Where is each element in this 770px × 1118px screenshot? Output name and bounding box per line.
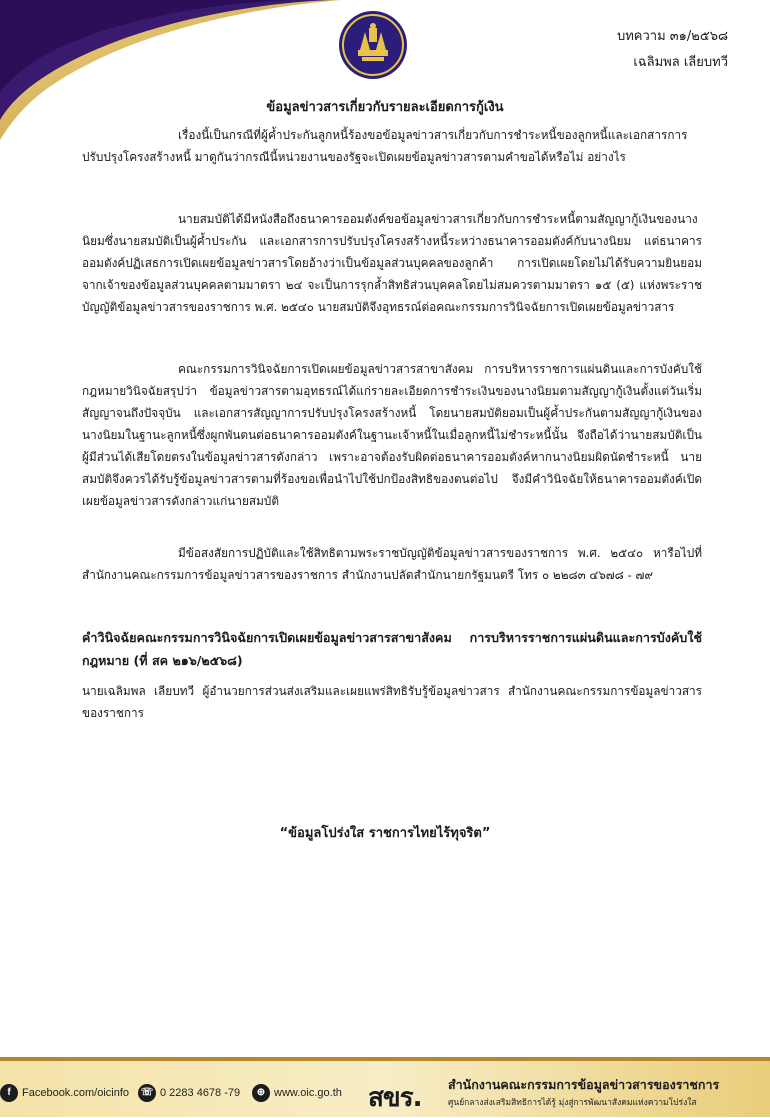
- paragraph-intro-text: เรื่องนี้เป็นกรณีที่ผู้ค้ำประกันลูกหนี้ร้องขอข้อมูลข่าวสารเกี่ยวกับการชำระหนี้ของลูกหนี้และเอกสารการปรับปรุงโครงสร้างหนี้ มาดูกันว่ากรณีนี้หน่วยงานของรัฐจะเปิดเผยข้อมูลข่าวสารตามคำขอได้หรือไม่ อย่างไร: [82, 128, 688, 164]
- organization-name: สำนักงานคณะกรรมการข้อมูลข่าวสารของราชการ: [448, 1077, 720, 1092]
- paragraph-contact: [82, 542, 702, 586]
- footer: [0, 1057, 770, 1117]
- author-note: นายเฉลิมพล เลียบทวี ผู้อำนวยการส่วนส่งเสริมและเผยแพร่สิทธิรับรู้ข้อมูลข่าวสาร สำนักงานคณะกรรมการข้อมูลข่าวสารของราชการ: [82, 684, 702, 720]
- paragraph-facts: [82, 208, 702, 318]
- facebook-text: Facebook.com/oicinfo: [22, 1087, 129, 1099]
- decision-reference: คำวินิจฉัยคณะกรรมการวินิจฉัยการเปิดเผยข้อมูลข่าวสารสาขาสังคม การบริหารราชการแผ่นดินและการบังคับใช้กฎหมาย (ที่ สค ๒๑๖/๒๕๖๘): [82, 630, 702, 668]
- paragraph-contact-text: มีข้อสงสัยการปฏิบัติและใช้สิทธิตามพระราชบัญญัติข้อมูลข่าวสารของราชการ พ.ศ. ๒๕๔๐ หารือไปที่สำนักงานคณะกรรมการข้อมูลข่าวสารของราชการ สำนักงานปลัดสำนักนายกรัฐมนตรี โทร ๐ ๒๒๘๓ ๔๖๗๘ - ๗๙: [82, 546, 702, 582]
- paragraph-decision: [82, 358, 702, 512]
- paragraph-facts-text: นายสมบัติได้มีหนังสือถึงธนาคารออมตังค์ขอข้อมูลข่าวสารเกี่ยวกับการชำระหนี้ตามสัญญากู้เงินของนางนิยมซึ่งนายสมบัติเป็นผู้ค้ำประกัน และเอกสารการปรับปรุงโครงสร้างหนี้ระหว่างธนาคารออมตังค์กับนางนิยม แต่ธนาคารออมตังค์ปฏิเสธการเปิดเผยข้อมูลข่าวสารโดยอ้างว่าเป็นข้อมูลส่วนบุคคลของลูกค้า การเปิดเผยโดยไม่ได้รับความยินยอมจากเจ้าของข้อมูลส่วนบุคคลตามมาตรา ๒๔ จะเป็นการรุกล้ำสิทธิส่วนบุคคลโดยไม่สมควรตามมาตรา ๑๕ (๕) แห่งพระราชบัญญัติข้อมูลข่าวสารของราชการ พ.ศ. ๒๕๔๐ นายสมบัติจึงอุทธรณ์ต่อคณะกรรมการวินิจฉัยการเปิดเผยข้อมูลข่าวสาร: [82, 212, 702, 314]
- oic-emblem-logo: [338, 10, 408, 80]
- website-text: www.oic.go.th: [274, 1087, 342, 1099]
- brand-abbreviation: สขร.: [368, 1083, 422, 1113]
- facebook-icon: f: [0, 1084, 18, 1102]
- article-number: บทความ ๓๑/๒๕๖๘: [616, 29, 728, 44]
- article-meta: [617, 24, 728, 76]
- phone-icon: ☏: [138, 1084, 156, 1102]
- paragraph-decision-text: คณะกรรมการวินิจฉัยการเปิดเผยข้อมูลข่าวสารสาขาสังคม การบริหารราชการแผ่นดินและการบังคับใช้กฎหมายวินิจฉัยสรุปว่า ข้อมูลข่าวสารตามอุทธรณ์ได้แก่รายละเอียดการชำระเงินของนางนิยมตามสัญญากู้เงินตั้งแต่วันเริ่มสัญญาจนถึงปัจจุบัน และเอกสารสัญญาการปรับปรุงโครงสร้างหนี้ โดยนายสมบัติยอมเป็นผู้ค้ำประกันตามสัญญากู้เงินของนางนิยมในฐานะลูกหนี้ซึ่งผูกพันตนต่อธนาคารออมตังค์ในฐานะเจ้าหนี้ในเมื่อลูกหนี้ไม่ชำระหนี้นั้น จึงถือได้ว่านายสมบัติเป็นผู้มีส่วนได้เสียโดยตรงในข้อมูลข่าวสารดังกล่าว เพราะอาจต้องรับผิดต่อธนาคารออมตังค์หากนางนิยมผิดนัดชำระหนี้ นายสมบัติจึงควรได้รับรู้ข้อมูลข่าวสารตามที่ร้องขอเพื่อนำไปใช้ปกป้องสิทธิของตนต่อไป จึงมีคำวินิจฉัยให้ธนาคารออมตังค์เปิดเผยข้อมูลข่าวสารดังกล่าวแก่นายสมบัติ: [82, 362, 702, 508]
- slogan: “ข้อมูลโปร่งใส ราชการไทยไร้ทุจริต”: [279, 826, 491, 841]
- globe-icon: ⊕: [252, 1084, 270, 1102]
- organization-tagline: ศูนย์กลางส่งเสริมสิทธิการได้รู้ มุ่งสู่การพัฒนาสังคมแห่งความโปร่งใส: [448, 1098, 697, 1108]
- paragraph-intro: [82, 124, 702, 168]
- document-title: ข้อมูลข่าวสารเกี่ยวกับรายละเอียดการกู้เงิน: [266, 100, 504, 115]
- article-author: เฉลิมพล เลียบทวี: [633, 55, 728, 70]
- phone-text: 0 2283 4678 -79: [160, 1087, 241, 1099]
